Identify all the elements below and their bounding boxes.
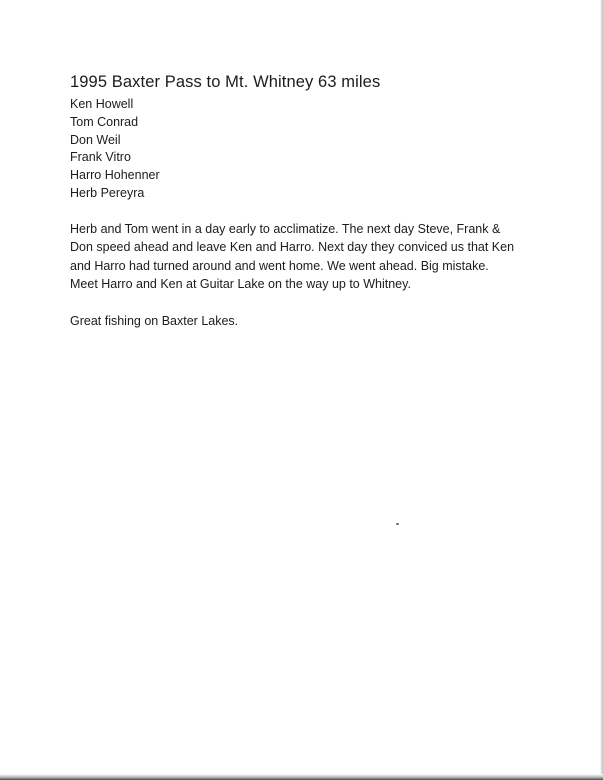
participant-name: Frank Vitro bbox=[70, 150, 131, 165]
page-title: 1995 Baxter Pass to Mt. Whitney 63 miles bbox=[70, 73, 381, 91]
participant-name: Tom Conrad bbox=[70, 114, 139, 129]
scan-edge-bottom bbox=[0, 774, 603, 780]
text-line: Herb and Tom went in a day early to acclimatize. The next day Steve, Frank & bbox=[70, 221, 501, 236]
fishing-note-paragraph bbox=[70, 312, 550, 331]
scan-speck bbox=[396, 523, 399, 525]
text-line: Don speed ahead and leave Ken and Harro. Next day they conviced us that Ken bbox=[70, 240, 515, 255]
text-line: and Harro had turned around and went home. We went ahead. Big mistake. bbox=[70, 258, 489, 273]
participant-name: Don Weil bbox=[70, 132, 121, 147]
participant-name: Ken Howell bbox=[70, 97, 134, 111]
text-line: Great fishing on Baxter Lakes. bbox=[70, 313, 239, 328]
participant-name: Harro Hohenner bbox=[70, 168, 160, 183]
participant-list bbox=[70, 96, 550, 203]
participant-name: Herb Pereyra bbox=[70, 185, 145, 200]
page-content bbox=[70, 72, 550, 330]
text-line: Meet Harro and Ken at Guitar Lake on the way up to Whitney. bbox=[70, 277, 411, 292]
trip-narrative-paragraph bbox=[70, 220, 550, 294]
